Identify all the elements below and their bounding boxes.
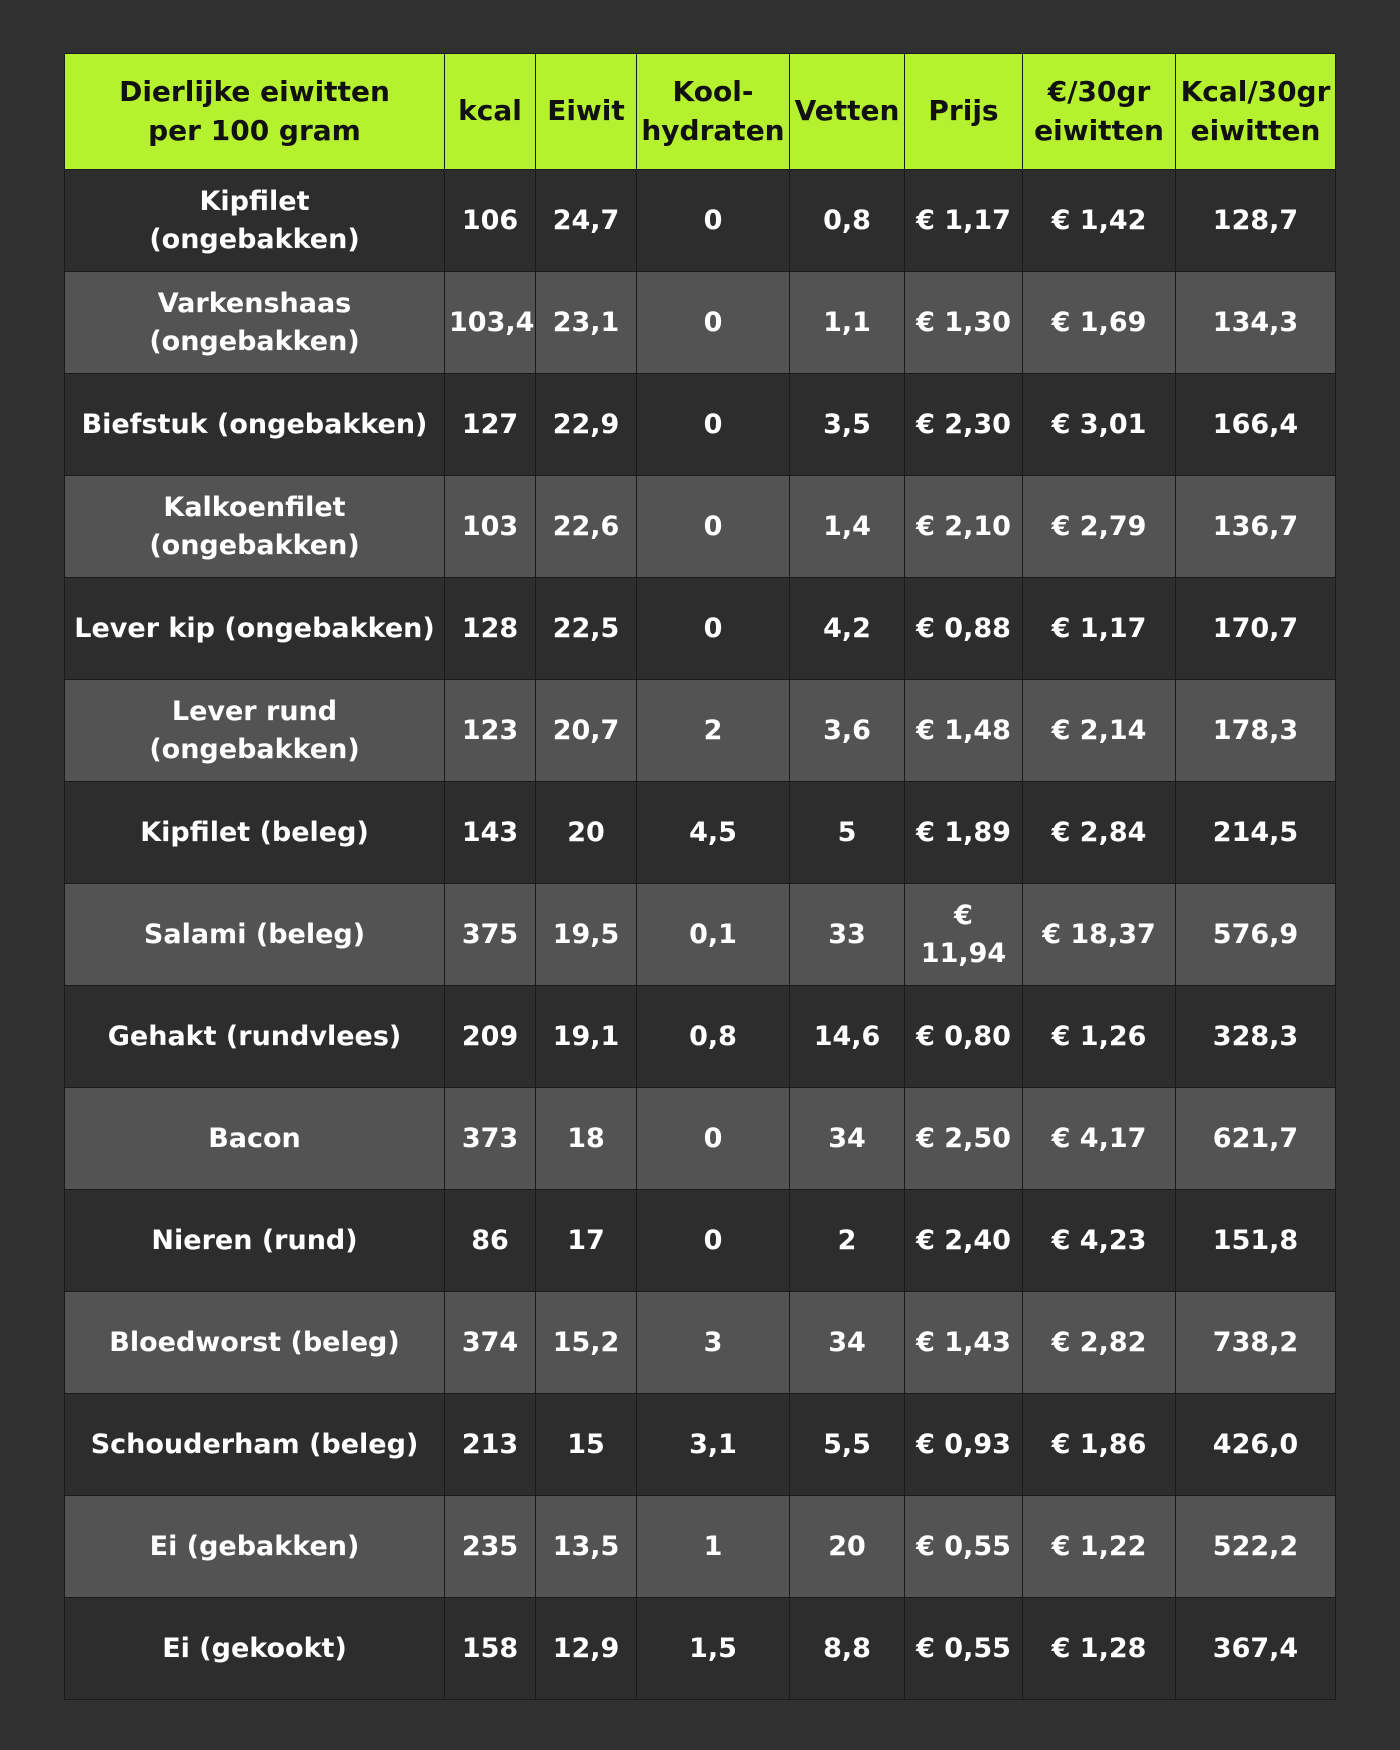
cell-price-per-30g: € 2,84 bbox=[1023, 782, 1176, 884]
header-kcal: kcal bbox=[445, 54, 536, 170]
header-eiwit: Eiwit bbox=[536, 54, 637, 170]
cell-kcal-per-30g: 426,0 bbox=[1176, 1394, 1336, 1496]
table-row bbox=[65, 782, 1336, 884]
cell-prijs: € 1,17 bbox=[905, 170, 1023, 272]
cell-eiwit: 20 bbox=[536, 782, 637, 884]
cell-kcal: 103 bbox=[445, 476, 536, 578]
cell-kcal: 86 bbox=[445, 1190, 536, 1292]
cell-prijs: € 11,94 bbox=[905, 884, 1023, 986]
header-koolhydraten: Kool- hydraten bbox=[637, 54, 790, 170]
cell-kcal: 209 bbox=[445, 986, 536, 1088]
cell-vetten: 34 bbox=[790, 1292, 905, 1394]
cell-eiwit: 22,9 bbox=[536, 374, 637, 476]
cell-price-per-30g: € 1,28 bbox=[1023, 1598, 1176, 1700]
cell-kcal-per-30g: 576,9 bbox=[1176, 884, 1336, 986]
cell-prijs: € 1,89 bbox=[905, 782, 1023, 884]
cell-vetten: 0,8 bbox=[790, 170, 905, 272]
cell-vetten: 3,6 bbox=[790, 680, 905, 782]
cell-vetten: 8,8 bbox=[790, 1598, 905, 1700]
cell-kcal-per-30g: 738,2 bbox=[1176, 1292, 1336, 1394]
table-row bbox=[65, 170, 1336, 272]
cell-kcal-per-30g: 128,7 bbox=[1176, 170, 1336, 272]
cell-product-name: Salami (beleg) bbox=[65, 884, 445, 986]
cell-kcal-per-30g: 136,7 bbox=[1176, 476, 1336, 578]
header-kcal-per-30g: Kcal/30gr eiwitten bbox=[1176, 54, 1336, 170]
cell-koolhydraten: 0 bbox=[637, 1190, 790, 1292]
cell-prijs: € 0,88 bbox=[905, 578, 1023, 680]
cell-koolhydraten: 0 bbox=[637, 476, 790, 578]
cell-eiwit: 15 bbox=[536, 1394, 637, 1496]
cell-koolhydraten: 1,5 bbox=[637, 1598, 790, 1700]
cell-koolhydraten: 3,1 bbox=[637, 1394, 790, 1496]
cell-vetten: 33 bbox=[790, 884, 905, 986]
cell-eiwit: 24,7 bbox=[536, 170, 637, 272]
cell-product-name: Bloedworst (beleg) bbox=[65, 1292, 445, 1394]
cell-koolhydraten: 3 bbox=[637, 1292, 790, 1394]
cell-prijs: € 1,43 bbox=[905, 1292, 1023, 1394]
cell-vetten: 2 bbox=[790, 1190, 905, 1292]
cell-koolhydraten: 4,5 bbox=[637, 782, 790, 884]
cell-vetten: 5,5 bbox=[790, 1394, 905, 1496]
table-row bbox=[65, 1394, 1336, 1496]
cell-vetten: 20 bbox=[790, 1496, 905, 1598]
cell-prijs: € 1,30 bbox=[905, 272, 1023, 374]
cell-eiwit: 19,1 bbox=[536, 986, 637, 1088]
cell-kcal-per-30g: 134,3 bbox=[1176, 272, 1336, 374]
cell-price-per-30g: € 18,37 bbox=[1023, 884, 1176, 986]
cell-kcal-per-30g: 522,2 bbox=[1176, 1496, 1336, 1598]
cell-product-name: Varkenshaas (ongebakken) bbox=[65, 272, 445, 374]
cell-eiwit: 20,7 bbox=[536, 680, 637, 782]
cell-price-per-30g: € 1,26 bbox=[1023, 986, 1176, 1088]
cell-kcal-per-30g: 151,8 bbox=[1176, 1190, 1336, 1292]
cell-eiwit: 22,5 bbox=[536, 578, 637, 680]
table-row bbox=[65, 680, 1336, 782]
cell-product-name: Ei (gekookt) bbox=[65, 1598, 445, 1700]
cell-eiwit: 12,9 bbox=[536, 1598, 637, 1700]
cell-eiwit: 19,5 bbox=[536, 884, 637, 986]
cell-vetten: 14,6 bbox=[790, 986, 905, 1088]
table-row bbox=[65, 884, 1336, 986]
cell-eiwit: 17 bbox=[536, 1190, 637, 1292]
header-prijs: Prijs bbox=[905, 54, 1023, 170]
cell-prijs: € 0,55 bbox=[905, 1598, 1023, 1700]
table-row bbox=[65, 476, 1336, 578]
cell-kcal: 143 bbox=[445, 782, 536, 884]
cell-vetten: 1,1 bbox=[790, 272, 905, 374]
cell-koolhydraten: 0,1 bbox=[637, 884, 790, 986]
header-product: Dierlijke eiwitten per 100 gram bbox=[65, 54, 445, 170]
table-row bbox=[65, 578, 1336, 680]
cell-kcal: 103,4 bbox=[445, 272, 536, 374]
cell-prijs: € 0,93 bbox=[905, 1394, 1023, 1496]
cell-price-per-30g: € 4,17 bbox=[1023, 1088, 1176, 1190]
cell-eiwit: 18 bbox=[536, 1088, 637, 1190]
cell-kcal: 127 bbox=[445, 374, 536, 476]
cell-kcal: 373 bbox=[445, 1088, 536, 1190]
cell-price-per-30g: € 1,22 bbox=[1023, 1496, 1176, 1598]
table-row bbox=[65, 1292, 1336, 1394]
table-row bbox=[65, 1496, 1336, 1598]
cell-vetten: 3,5 bbox=[790, 374, 905, 476]
cell-product-name: Bacon bbox=[65, 1088, 445, 1190]
cell-eiwit: 13,5 bbox=[536, 1496, 637, 1598]
cell-kcal-per-30g: 367,4 bbox=[1176, 1598, 1336, 1700]
table-row bbox=[65, 1088, 1336, 1190]
table-row bbox=[65, 1190, 1336, 1292]
cell-kcal: 374 bbox=[445, 1292, 536, 1394]
cell-kcal-per-30g: 214,5 bbox=[1176, 782, 1336, 884]
cell-kcal-per-30g: 621,7 bbox=[1176, 1088, 1336, 1190]
cell-product-name: Kalkoenfilet (ongebakken) bbox=[65, 476, 445, 578]
cell-price-per-30g: € 2,14 bbox=[1023, 680, 1176, 782]
protein-comparison-table bbox=[64, 53, 1336, 1700]
cell-kcal-per-30g: 166,4 bbox=[1176, 374, 1336, 476]
cell-prijs: € 2,30 bbox=[905, 374, 1023, 476]
cell-price-per-30g: € 1,69 bbox=[1023, 272, 1176, 374]
cell-kcal: 213 bbox=[445, 1394, 536, 1496]
cell-price-per-30g: € 1,86 bbox=[1023, 1394, 1176, 1496]
cell-product-name: Kipfilet (ongebakken) bbox=[65, 170, 445, 272]
cell-prijs: € 2,50 bbox=[905, 1088, 1023, 1190]
cell-kcal: 123 bbox=[445, 680, 536, 782]
cell-eiwit: 15,2 bbox=[536, 1292, 637, 1394]
cell-koolhydraten: 1 bbox=[637, 1496, 790, 1598]
table-row bbox=[65, 272, 1336, 374]
header-vetten: Vetten bbox=[790, 54, 905, 170]
cell-kcal: 235 bbox=[445, 1496, 536, 1598]
cell-vetten: 5 bbox=[790, 782, 905, 884]
cell-koolhydraten: 0 bbox=[637, 1088, 790, 1190]
cell-price-per-30g: € 4,23 bbox=[1023, 1190, 1176, 1292]
cell-koolhydraten: 0,8 bbox=[637, 986, 790, 1088]
cell-eiwit: 23,1 bbox=[536, 272, 637, 374]
cell-product-name: Kipfilet (beleg) bbox=[65, 782, 445, 884]
cell-product-name: Gehakt (rundvlees) bbox=[65, 986, 445, 1088]
cell-product-name: Biefstuk (ongebakken) bbox=[65, 374, 445, 476]
cell-price-per-30g: € 2,79 bbox=[1023, 476, 1176, 578]
cell-prijs: € 2,10 bbox=[905, 476, 1023, 578]
cell-kcal-per-30g: 170,7 bbox=[1176, 578, 1336, 680]
cell-price-per-30g: € 1,17 bbox=[1023, 578, 1176, 680]
cell-kcal: 128 bbox=[445, 578, 536, 680]
cell-prijs: € 2,40 bbox=[905, 1190, 1023, 1292]
cell-kcal: 375 bbox=[445, 884, 536, 986]
cell-koolhydraten: 0 bbox=[637, 272, 790, 374]
cell-kcal: 158 bbox=[445, 1598, 536, 1700]
cell-vetten: 4,2 bbox=[790, 578, 905, 680]
cell-kcal-per-30g: 328,3 bbox=[1176, 986, 1336, 1088]
cell-eiwit: 22,6 bbox=[536, 476, 637, 578]
cell-kcal-per-30g: 178,3 bbox=[1176, 680, 1336, 782]
table-row bbox=[65, 986, 1336, 1088]
cell-product-name: Nieren (rund) bbox=[65, 1190, 445, 1292]
cell-prijs: € 1,48 bbox=[905, 680, 1023, 782]
cell-product-name: Lever rund (ongebakken) bbox=[65, 680, 445, 782]
cell-price-per-30g: € 3,01 bbox=[1023, 374, 1176, 476]
cell-koolhydraten: 0 bbox=[637, 170, 790, 272]
cell-price-per-30g: € 1,42 bbox=[1023, 170, 1176, 272]
cell-koolhydraten: 0 bbox=[637, 374, 790, 476]
cell-price-per-30g: € 2,82 bbox=[1023, 1292, 1176, 1394]
cell-product-name: Ei (gebakken) bbox=[65, 1496, 445, 1598]
cell-koolhydraten: 2 bbox=[637, 680, 790, 782]
cell-vetten: 34 bbox=[790, 1088, 905, 1190]
header-price-per-30g: €/30gr eiwitten bbox=[1023, 54, 1176, 170]
cell-product-name: Schouderham (beleg) bbox=[65, 1394, 445, 1496]
cell-vetten: 1,4 bbox=[790, 476, 905, 578]
table-row bbox=[65, 374, 1336, 476]
cell-prijs: € 0,80 bbox=[905, 986, 1023, 1088]
header-row bbox=[65, 54, 1336, 170]
cell-product-name: Lever kip (ongebakken) bbox=[65, 578, 445, 680]
cell-prijs: € 0,55 bbox=[905, 1496, 1023, 1598]
cell-kcal: 106 bbox=[445, 170, 536, 272]
table-row bbox=[65, 1598, 1336, 1700]
cell-koolhydraten: 0 bbox=[637, 578, 790, 680]
